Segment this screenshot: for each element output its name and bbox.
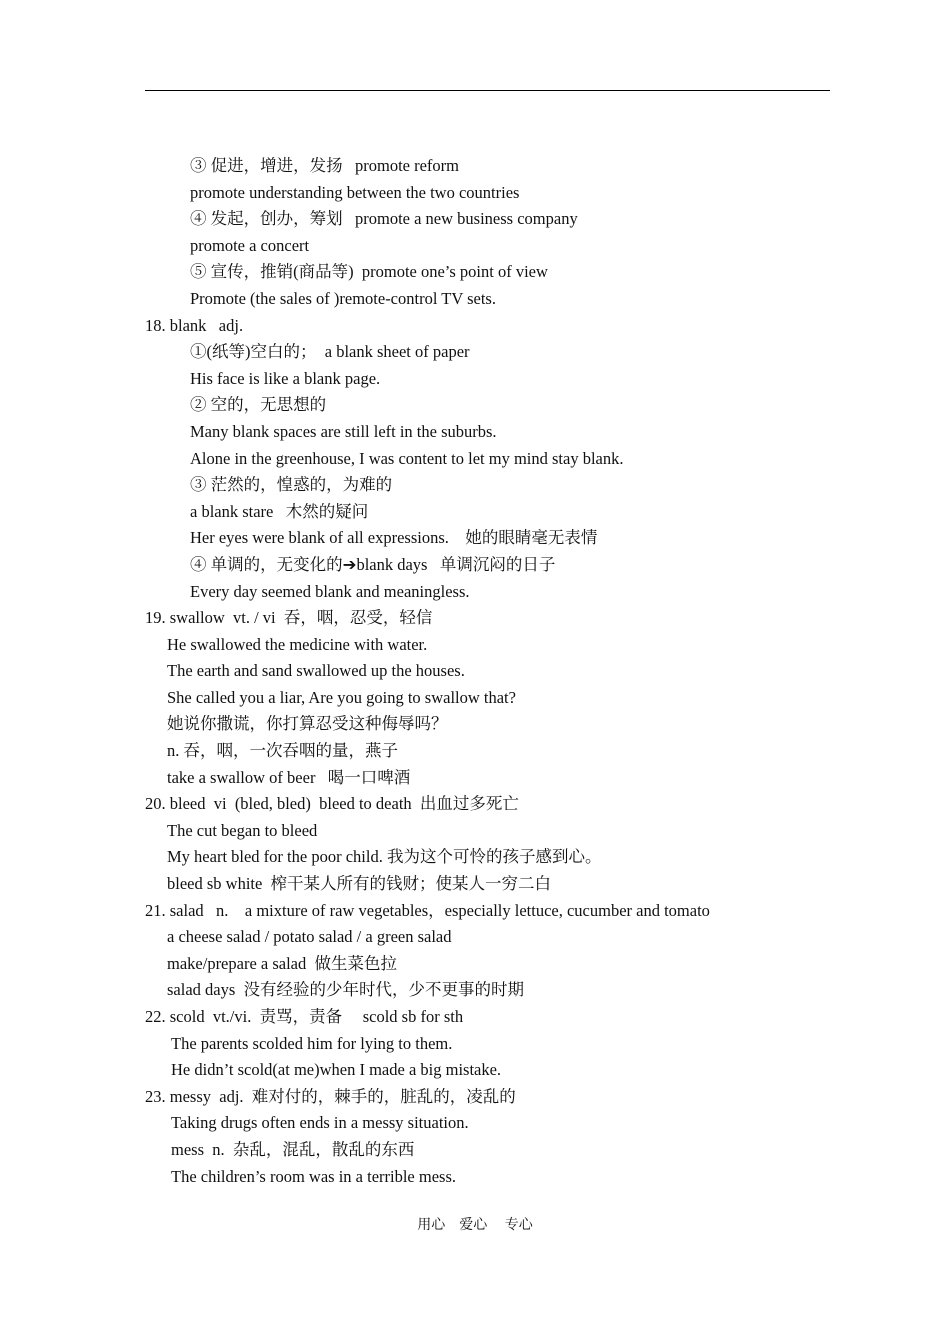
text-line: He didn’t scold(at me)when I made a big mistake.	[171, 1060, 502, 1080]
text-line: ④ 发起，创办，筹划 promote a new business company	[190, 209, 578, 229]
entry-heading: 23. messy adj. 难对付的，棘手的，脏乱的，凌乱的	[145, 1086, 516, 1106]
text-line: mess n. 杂乱，混乱，散乱的东西	[171, 1139, 415, 1159]
footer-text: 用心	[417, 1218, 446, 1233]
text-line: Her eyes were blank of all expressions. 她的眼睛毫无表情	[190, 528, 598, 548]
text-line: ② 空的，无思想的	[190, 395, 327, 415]
text-line: She called you a liar, Are you going to swallow that?	[167, 687, 516, 707]
entry-heading: 21. salad n. a mixture of raw vegetables，especially lettuce, cucumber and tomato	[145, 900, 710, 920]
text-line: make/prepare a salad 做生菜色拉	[167, 953, 398, 973]
text-line: 她说你撒谎，你打算忍受这种侮辱吗？	[167, 714, 448, 734]
text-line: The parents scolded him for lying to them.	[171, 1033, 453, 1053]
text-line: take a swallow of beer 喝一口啤酒	[167, 767, 411, 787]
text-line: Alone in the greenhouse, I was content to let my mind stay blank.	[190, 448, 624, 468]
text-segment: ④ 单调的，无变化的	[190, 554, 343, 574]
text-line: promote a concert	[190, 235, 310, 255]
text-line: promote understanding between the two countries	[190, 182, 520, 202]
text-line: His face is like a blank page.	[190, 368, 381, 388]
text-line: Taking drugs often ends in a messy situation.	[171, 1113, 469, 1133]
text-line: a blank stare 木然的疑问	[190, 501, 369, 521]
text-line: ①(纸等)空白的； a blank sheet of paper	[190, 342, 470, 362]
text-line: ③ 茫然的，惶惑的，为难的	[190, 475, 393, 495]
header-rule	[145, 90, 830, 91]
entry-heading: 22. scold vt./vi. 责骂，责备 scold sb for sth	[145, 1007, 464, 1026]
document-body	[145, 153, 845, 1190]
arrow-icon: ➔	[342, 554, 357, 574]
text-line: Every day seemed blank and meaningless.	[190, 581, 470, 601]
text-line: a cheese salad / potato salad / a green salad	[167, 927, 452, 947]
footer-text: 专心	[504, 1218, 533, 1233]
text-line: Promote (the sales of )remote-control TV sets.	[190, 288, 496, 308]
text-line: bleed sb white 榨干某人所有的钱财；使某人一穷二白	[167, 874, 552, 894]
text-line: ③ 促进，增进，发扬 promote reform	[190, 156, 460, 175]
text-line: n. 吞，咽，一次吞咽的量，燕子	[167, 741, 398, 761]
text-line: salad days 没有经验的少年时代，少不更事的时期	[167, 980, 525, 1000]
text-line: The cut began to bleed	[167, 820, 318, 840]
text-line: ⑤ 宣传，推销(商品等) promote one’s point of view	[190, 262, 548, 282]
text-line: He swallowed the medicine with water.	[167, 634, 428, 654]
text-line: The children’s room was in a terrible mess.	[171, 1166, 457, 1186]
entry-heading: 19. swallow vt. / vi 吞，咽，忍受，轻信	[145, 608, 433, 628]
entry-heading: 18. blank adj.	[145, 315, 244, 335]
text-line: Many blank spaces are still left in the suburbs.	[190, 421, 497, 441]
text-line-with-arrow	[145, 552, 845, 579]
text-line: My heart bled for the poor child. 我为这个可怜的孩子感到心。	[167, 847, 602, 867]
entry-heading: 20. bleed vi (bled, bled) bleed to death 出血过多死亡	[145, 794, 519, 814]
text-segment: blank days 单调沉闷的日子	[356, 554, 556, 574]
text-line: The earth and sand swallowed up the houses.	[167, 661, 465, 681]
page-footer	[0, 1214, 950, 1234]
footer-text: 爱心	[459, 1218, 488, 1233]
